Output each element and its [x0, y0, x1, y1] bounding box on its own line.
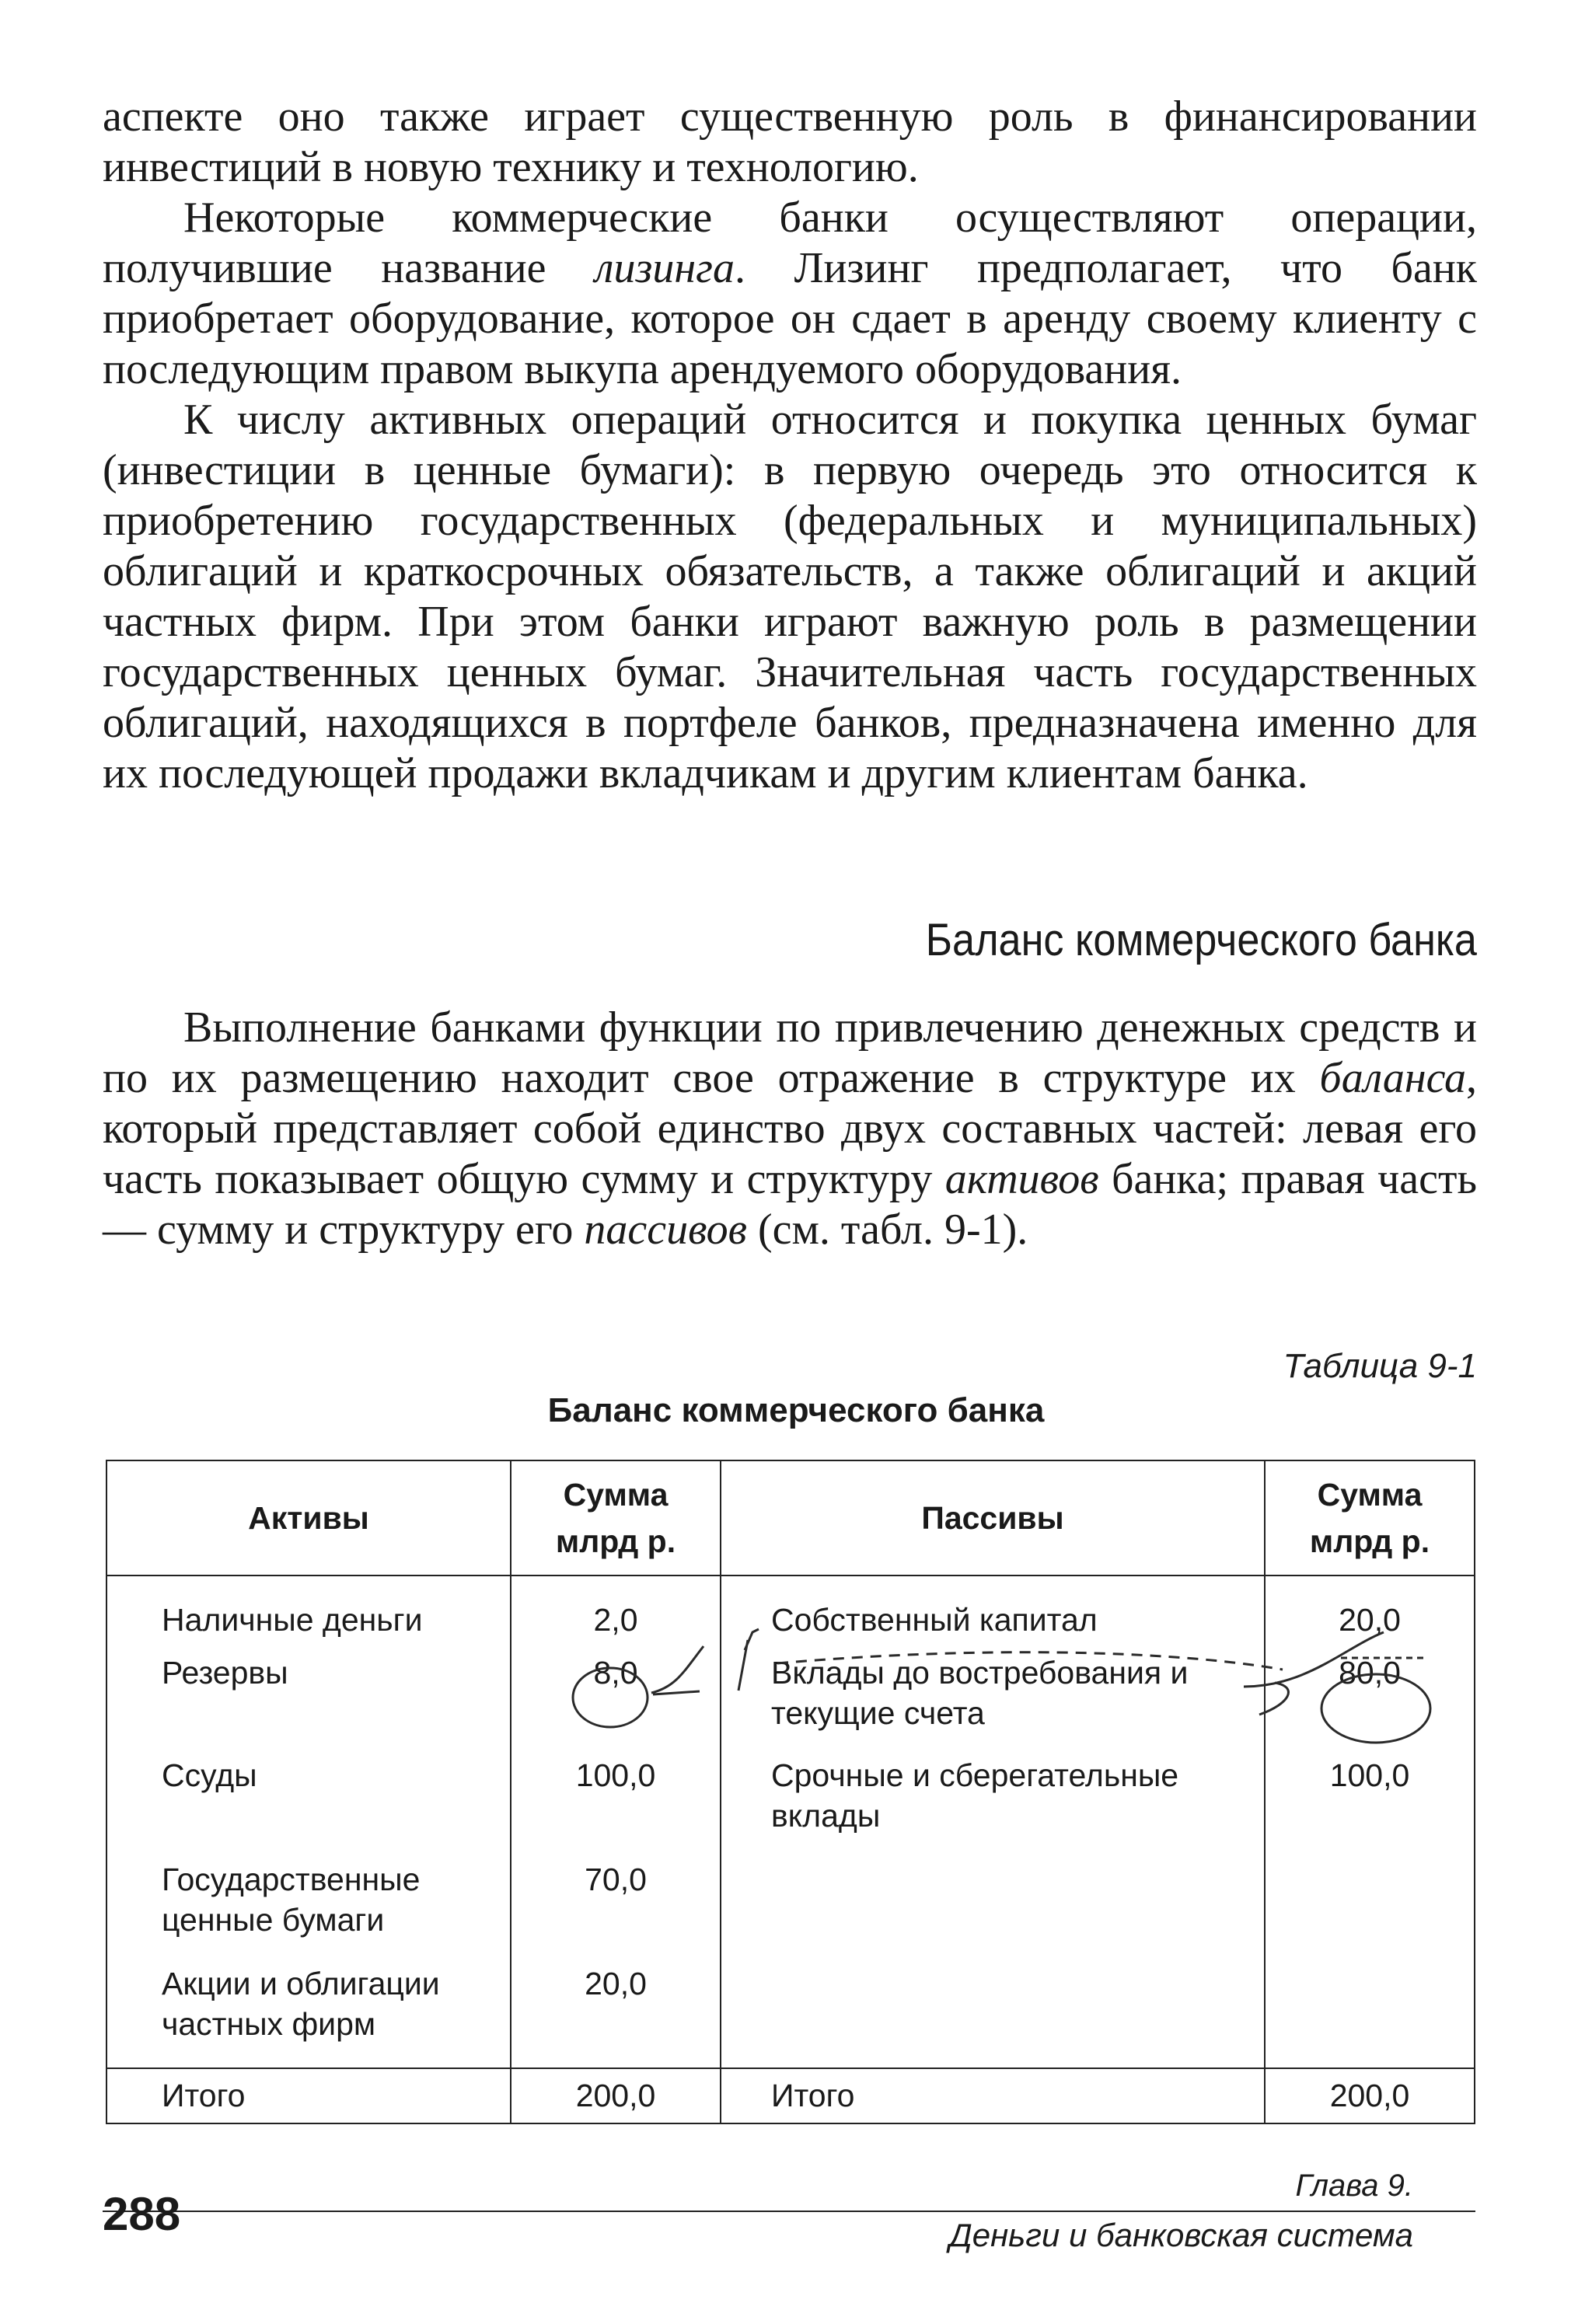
term-assets: активов — [944, 1155, 1099, 1203]
page-number: 288 — [103, 2188, 181, 2240]
total-assets-label: Итого — [106, 2068, 511, 2123]
asset-value: 2,0 — [511, 1576, 721, 1643]
liability-value: 100,0 — [1265, 1746, 1475, 1850]
asset-value: 20,0 — [511, 1954, 721, 2068]
liability-name: Срочные и сберегательные вклады — [721, 1746, 1265, 1850]
header-sum-line2: млрд р. — [1309, 1523, 1430, 1559]
asset-name: Ссуды — [106, 1746, 511, 1850]
chapter-label: Глава 9. — [1295, 2169, 1413, 2203]
term-leasing: лизинга — [595, 244, 735, 292]
asset-name: Наличные деньги — [106, 1576, 511, 1643]
table-number: Таблица 9-1 — [1283, 1347, 1477, 1385]
paragraph-4-d: (см. табл. 9-1). — [746, 1206, 1028, 1254]
table-row — [106, 1643, 1475, 1746]
section-title: Баланс коммерческого банка — [925, 915, 1477, 965]
paragraph-4-c: банка; правая часть — сумму и структуру его — [103, 1155, 1477, 1254]
header-sum-line1: Сумма — [1317, 1477, 1423, 1513]
header-liabilities: Пассивы — [721, 1460, 1265, 1576]
paragraph-1: аспекте оно также играет существенную роль в финансировании инвестиций в новую технику и технологию. — [103, 92, 1477, 191]
body-text-bottom — [103, 1003, 1477, 1255]
header-assets-sum — [511, 1460, 721, 1576]
paragraph-4-a: Выполнение банками функции по привлечению денежных средств и по их размещению находит свое отражение в структуре их — [103, 1003, 1477, 1102]
paragraph-2 — [103, 193, 1477, 395]
liability-name — [721, 1954, 1265, 2068]
asset-value: 8,0 — [511, 1643, 721, 1746]
asset-value: 100,0 — [511, 1746, 721, 1850]
running-title: Деньги и банковская система — [949, 2217, 1413, 2253]
table-row — [106, 1850, 1475, 1954]
paragraph-3: К числу активных операций относится и покупка ценных бумаг (инвестиции в ценные бумаги): в первую очередь это относится к приобретению государственных (федеральных и муниципальных) облигаций и краткосрочных обязательств, а также облигаций и акций частных фирм. При этом банки играют важную роль в размещении государственных ценных бумаг. Значительная часть государственных облигаций, находящихся в портфеле банков, предназначена именно для их последующей продажи вкладчикам и другим клиентам банка. — [103, 396, 1477, 797]
table-row — [106, 1954, 1475, 2068]
header-sum-line1: Сумма — [563, 1477, 669, 1513]
table-row — [106, 1576, 1475, 1643]
liability-value: 20,0 — [1265, 1576, 1475, 1643]
header-liabilities-sum — [1265, 1460, 1475, 1576]
liability-name: Собственный капитал — [721, 1576, 1265, 1643]
asset-name: Резервы — [106, 1643, 511, 1746]
header-sum-line2: млрд р. — [555, 1523, 676, 1559]
liability-value — [1265, 1954, 1475, 2068]
balance-table — [106, 1460, 1475, 2124]
table-row — [106, 1746, 1475, 1850]
paragraph-2-start: Некоторые коммерческие банки осуществляют операции, получившие название — [103, 194, 1477, 292]
header-assets: Активы — [106, 1460, 511, 1576]
body-text-top — [103, 92, 1477, 799]
term-liabilities: пассивов — [584, 1206, 747, 1254]
total-liabilities-label: Итого — [721, 2068, 1265, 2123]
asset-value: 70,0 — [511, 1850, 721, 1954]
paragraph-4 — [103, 1003, 1477, 1255]
liability-value — [1265, 1850, 1475, 1954]
paragraph-2-end: . Лизинг предполагает, что банк приобретает оборудование, которое он сдает в аренду своему клиенту с последующим правом выкупа арендуемого оборудования. — [103, 244, 1477, 393]
footer-rule — [103, 2211, 1475, 2212]
liability-name: Вклады до востребования и текущие счета — [721, 1643, 1265, 1746]
liability-value: 80,0 — [1265, 1643, 1475, 1746]
total-assets-value: 200,0 — [511, 2068, 721, 2123]
liability-name — [721, 1850, 1265, 1954]
table-title: Баланс коммерческого банка — [547, 1391, 1045, 1429]
total-liabilities-value: 200,0 — [1265, 2068, 1475, 2123]
table-header-row — [106, 1460, 1475, 1576]
paragraph-4-b: , который представляет собой единство двух составных частей: левая его часть показывает общую сумму и структуру — [103, 1054, 1477, 1203]
asset-name: Государственные ценные бумаги — [106, 1850, 511, 1954]
term-balance: баланса — [1319, 1054, 1466, 1102]
asset-name: Акции и облигации частных фирм — [106, 1954, 511, 2068]
table-total-row — [106, 2068, 1475, 2123]
